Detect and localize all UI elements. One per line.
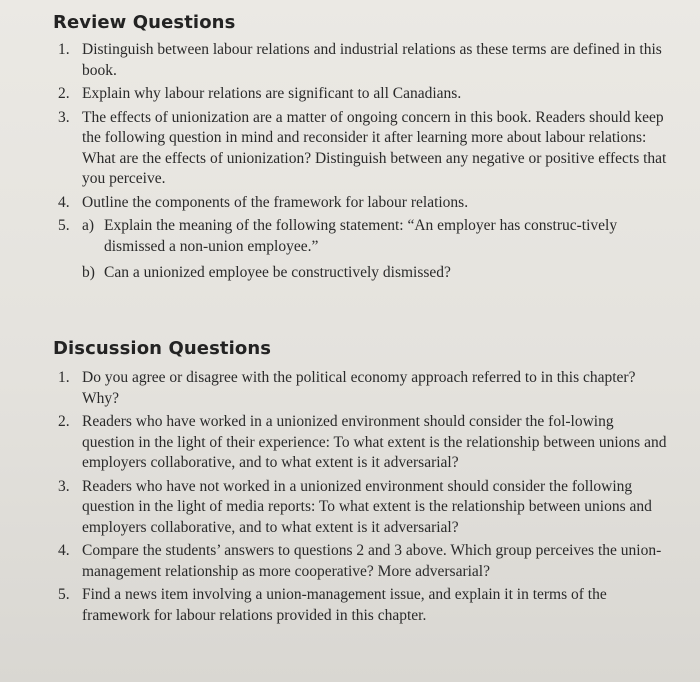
review-question-5 [58, 216, 668, 284]
subquestion-text: Can a unionized employee be constructively dismissed? [104, 264, 451, 281]
question-text: Readers who have worked in a unionized environment should consider the fol-lowing question in the light of their experience: To what extent is the relationship between unions and employers collaborative, and to what extent is it adversarial? [82, 413, 667, 471]
subquestion-label: b) [82, 264, 95, 281]
question-number: 3. [58, 477, 70, 495]
discussion-questions-heading: Discussion Questions [53, 338, 272, 359]
discussion-question-3 [58, 477, 668, 539]
discussion-questions-list [58, 368, 668, 629]
review-question-1 [58, 40, 668, 81]
discussion-question-2 [58, 412, 668, 474]
question-number: 1. [58, 41, 70, 58]
question-text: The effects of unionization are a matter of ongoing concern in this book. Readers should keep the following question in mind and reconsider it after learning more about labour relations: What are the effects of unionization? Distinguish between any negative or positive effects that you perceive. [82, 108, 667, 187]
review-questions-heading: Review Questions [53, 12, 236, 33]
discussion-question-1 [58, 368, 668, 409]
question-text: Do you agree or disagree with the political economy approach referred to in this chapter? Why? [82, 369, 636, 407]
review-question-5b [82, 263, 668, 284]
review-question-2 [58, 84, 668, 105]
question-text: Outline the components of the framework for labour relations. [82, 193, 469, 211]
review-questions-list [58, 40, 668, 287]
review-question-5a [82, 216, 668, 257]
question-number: 2. [58, 413, 70, 430]
question-number: 1. [58, 369, 70, 386]
review-question-4 [58, 193, 668, 214]
discussion-question-5 [58, 585, 668, 626]
question-number: 3. [58, 108, 70, 126]
question-number: 2. [58, 85, 70, 102]
subquestion-text: Explain the meaning of the following statement: “An employer has construc-tively dismissed a non-union employee.” [104, 217, 618, 255]
question-number: 5. [58, 586, 70, 603]
review-question-3 [58, 108, 668, 190]
question-text: Find a news item involving a union-management issue, and explain it in terms of the framework for labour relations provided in this chapter. [82, 586, 607, 624]
question-number: 4. [58, 542, 70, 559]
question-number: 4. [58, 193, 70, 211]
question-text: Distinguish between labour relations and industrial relations as these terms are defined in this book. [82, 41, 662, 79]
question-text: Readers who have not worked in a unionized environment should consider the following question in the light of media reports: To what extent is the relationship between unions and employers collaborative, and to what extent is it adversarial? [82, 477, 652, 536]
subquestion-label: a) [82, 217, 95, 234]
discussion-question-4 [58, 541, 668, 582]
question-number: 5. [58, 217, 70, 234]
question-text: Explain why labour relations are significant to all Canadians. [82, 85, 462, 102]
question-text: Compare the students’ answers to questions 2 and 3 above. Which group perceives the union-management relationship as more cooperative? More adversarial? [82, 542, 662, 580]
